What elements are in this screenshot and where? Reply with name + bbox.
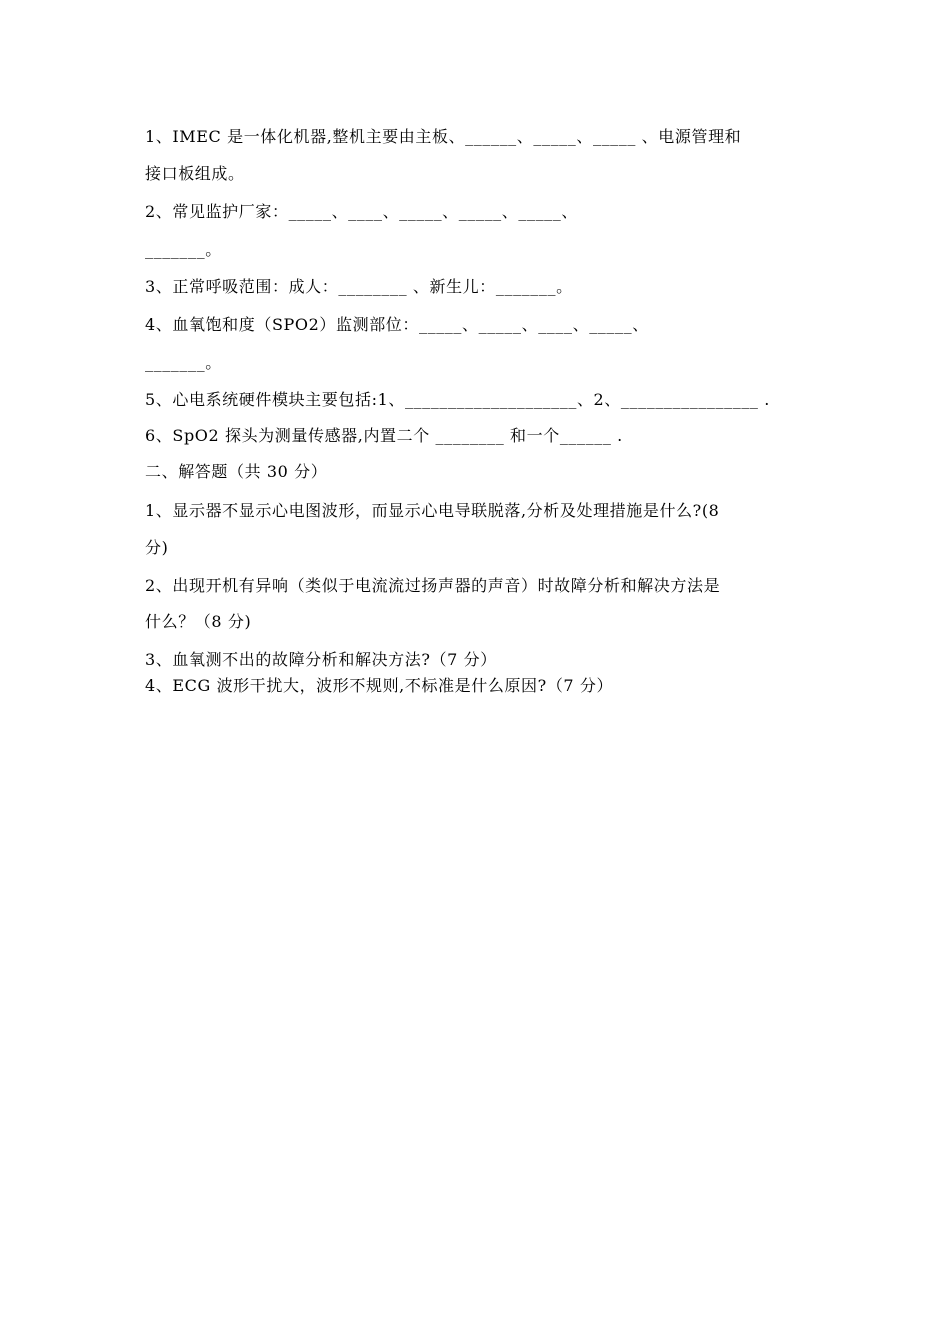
section-2-question-1-line-1: 1、显示器不显示心电图波形，而显示心电导联脱落,分析及处理措施是什么?(8 — [145, 501, 720, 520]
question-2-line-1: 2、常见监护厂家：_____、____、_____、_____、_____、 — [145, 202, 578, 221]
section-2-question-1-line-2: 分) — [145, 538, 169, 557]
question-1-line-2: 接口板组成。 — [145, 164, 245, 183]
question-4-line-2: _______。 — [145, 353, 222, 372]
section-2-question-3: 3、血氧测不出的故障分析和解决方法?（7 分） — [145, 650, 497, 669]
question-3: 3、正常呼吸范围：成人：________ 、新生儿：_______。 — [145, 277, 573, 296]
section-2-heading: 二、解答题（共 30 分） — [145, 462, 328, 481]
question-1-line-1: 1、IMEC 是一体化机器,整机主要由主板、______、_____、_____ 、电源管理和 — [145, 127, 742, 146]
question-4-line-1: 4、血氧饱和度（SPO2）监测部位：_____、_____、____、_____、 — [145, 315, 649, 334]
question-2-line-2: _______。 — [145, 240, 222, 259]
section-2-question-2-line-2: 什么？（8 分) — [145, 612, 252, 631]
section-2-question-4: 4、ECG 波形干扰大，波形不规则,不标准是什么原因?（7 分） — [145, 676, 614, 695]
question-5: 5、心电系统硬件模块主要包括:1、____________________、2、________________ . — [145, 390, 770, 409]
section-2-question-2-line-1: 2、出现开机有异响（类似于电流流过扬声器的声音）时故障分析和解决方法是 — [145, 576, 721, 595]
question-6: 6、SpO2 探头为测量传感器,内置二个 ________ 和一个______ . — [145, 426, 623, 445]
